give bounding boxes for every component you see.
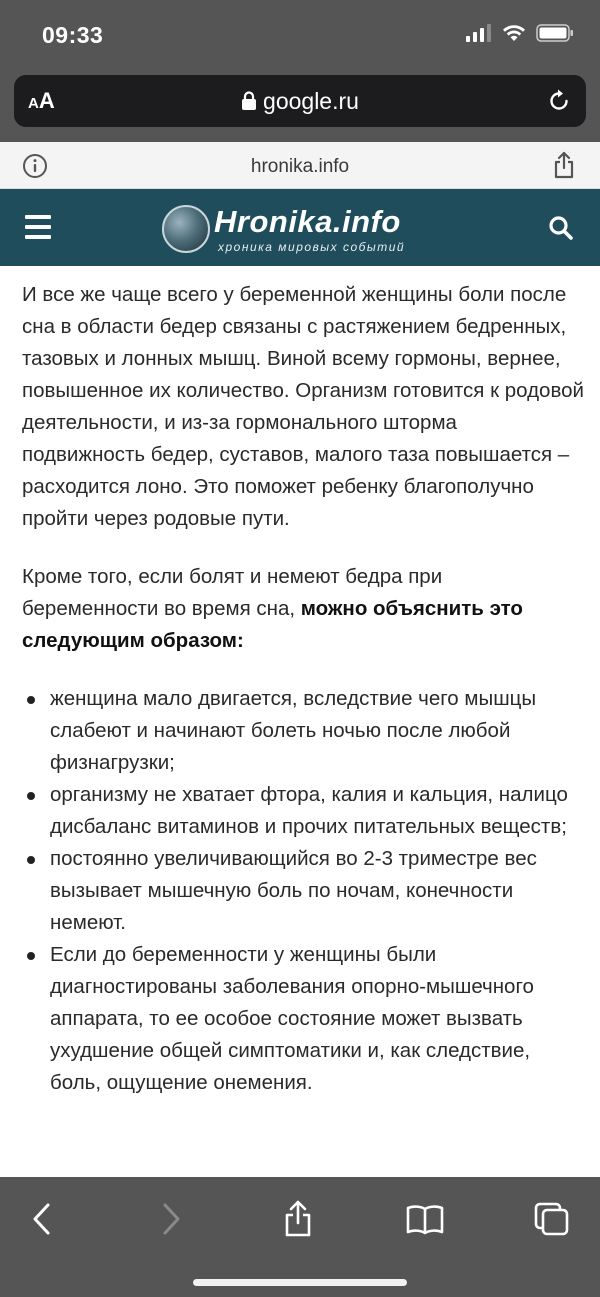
list-item: постоянно увеличивающийся во 2-3 триместре вес вызывает мышечную боль по ночам, конечности немеют.: [22, 843, 584, 939]
hamburger-menu-icon[interactable]: [25, 215, 51, 239]
wifi-icon: [502, 24, 526, 42]
back-icon: [31, 1202, 53, 1236]
search-icon[interactable]: [548, 215, 574, 241]
forward-button[interactable]: [149, 1197, 193, 1241]
home-indicator[interactable]: [193, 1279, 407, 1286]
article-list: [22, 683, 584, 1099]
bottom-toolbar: [0, 1177, 600, 1297]
address-bar[interactable]: [14, 75, 586, 127]
bold-text: можно объяснить это следующим образом:: [22, 597, 523, 652]
logo-subtitle: хроника мировых событий: [218, 240, 406, 254]
article-paragraph: И все же чаще всего у беременной женщины боли после сна в области бедер связаны с растяжением бедренных, тазовых и лонных мышц. Виной всему гормоны, вернее, повышенное их количество. Организм готовится к родовой деятельности, и из-за гормонального шторма подвижность бедер, суставов, малого таза повышается – расходится лоно. Это поможет ребенку благополучно пройти через родовые пути.: [22, 283, 584, 530]
status-bar: [0, 0, 600, 74]
bookmarks-icon: [406, 1203, 444, 1235]
site-domain: hronika.info: [250, 156, 350, 177]
status-time: 09:33: [42, 22, 104, 48]
list-item: Если до беременности у женщины были диагностированы заболевания опорно-мышечного аппарата, то ее особое состояние может вызвать ухудшение общей симптоматики и, как следствие, боль, ощущение онемения.: [22, 939, 584, 1099]
address-area: [0, 74, 600, 142]
status-icons: [466, 24, 574, 42]
globe-icon: [162, 205, 210, 253]
reload-icon[interactable]: [546, 88, 572, 114]
forward-icon: [160, 1202, 182, 1236]
lock-icon: [241, 91, 257, 111]
tabs-button[interactable]: [530, 1197, 574, 1241]
site-header: [0, 189, 600, 266]
share-icon: [283, 1200, 313, 1238]
share-icon[interactable]: [552, 151, 576, 179]
url-text: google.ru: [263, 88, 359, 114]
site-logo[interactable]: [162, 204, 432, 254]
logo-title: Hronika.info: [214, 204, 401, 239]
list-item: организму не хватает фтора, калия и кальция, налицо дисбаланс витаминов и прочих питательных веществ;: [22, 779, 584, 843]
back-button[interactable]: [20, 1197, 64, 1241]
signal-icon: [466, 24, 492, 42]
url-field[interactable]: [14, 88, 586, 114]
share-button[interactable]: [276, 1197, 320, 1241]
list-item: женщина мало двигается, вследствие чего мышцы слабеют и начинают болеть ночью после любой физнагрузки;: [22, 683, 584, 779]
battery-icon: [536, 24, 574, 42]
reader-settings-button[interactable]: AA: [28, 88, 55, 113]
article-body: [22, 279, 584, 1099]
site-info-strip: [0, 142, 600, 189]
tabs-icon: [534, 1202, 570, 1236]
bookmarks-button[interactable]: [403, 1197, 447, 1241]
article-paragraph: Кроме того, если болят и немеют бедра при беременности во время сна, можно объяснить это следующим образом:: [22, 565, 523, 652]
